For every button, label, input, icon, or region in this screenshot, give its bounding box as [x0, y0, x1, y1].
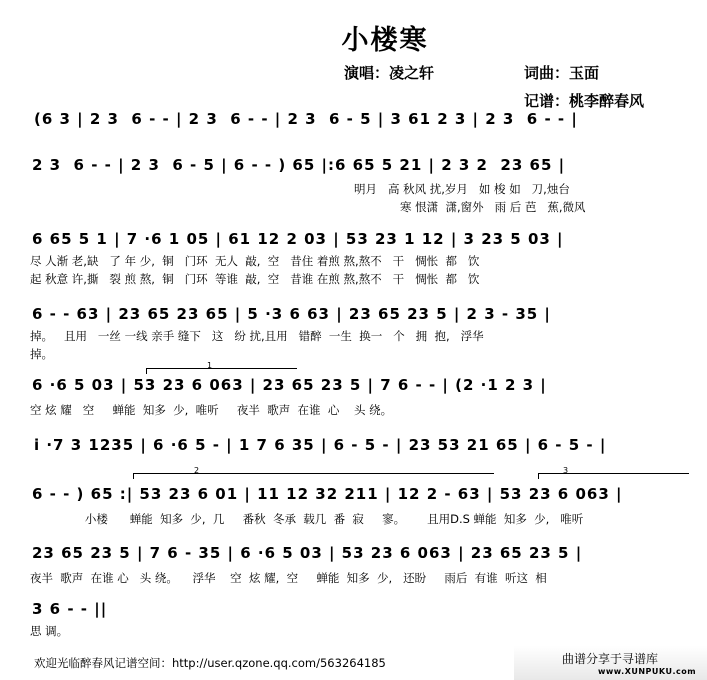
notation-line: 2 3 6 - - | 2 3 6 - 5 | 6 - - ) 65 |:6 65 5 21 | 2 3 2 23 65 | — [32, 156, 566, 174]
notation-line: 6 - - 63 | 23 65 23 65 | 5 ·3 6 63 | 23 65 23 5 | 2 3 - 35 | — [32, 305, 551, 323]
badge-text: 曲谱分享于寻谱库 — [562, 652, 659, 666]
notation-line: (6 3 | 2 3 6 - - | 2 3 6 - - | 2 3 6 - 5 | 3 61 2 3 | 2 3 6 - - | — [34, 110, 578, 128]
notation-line: 3 6 - - || — [32, 600, 108, 618]
volta-2-bracket: 2 — [133, 473, 494, 479]
volta-3-bracket: 3 — [538, 473, 689, 479]
transcriber-credit: 记谱：桃李醉春风 — [524, 92, 645, 110]
lyric-line: 掉。 且用 一丝 一线 亲手 缝下 这 纷 扰,且用 错醉 一生 换一 个 拥 抱, 浮华 — [30, 329, 484, 343]
lyric-line: 明月 高 秋风 扰,岁月 如 梭 如 刀,烛台 — [354, 182, 570, 196]
lyric-line: 尽 人渐 老,缺 了 年 少, 铜 门环 无人 敲, 空 昔住 着煎 熬,熬不 干 惆怅 都 饮 — [30, 254, 480, 268]
singer-credit: 演唱：凌之轩 — [344, 64, 435, 82]
lyric-line: 夜半 歌声 在谁 心 头 绕。 浮华 空 炫 耀, 空 蝉能 知多 少, 还盼 雨后 有谁 听这 相 — [30, 571, 547, 585]
notation-line: i ·7 3 1235 | 6 ·6 5 - | 1 7 6 35 | 6 - 5 - | 23 53 21 65 | 6 - 5 - | — [34, 436, 607, 454]
notation-line: 6 65 5 1 | 7 ·6 1 05 | 61 12 2 03 | 53 23 1 12 | 3 23 5 03 | — [32, 230, 564, 248]
notation-line: 6 - - ) 65 :| 53 23 6 01 | 11 12 32 211 | 12 2 - 63 | 53 23 6 063 | — [32, 485, 623, 503]
lyric-line: 小楼 蝉能 知多 少, 几 番秋 冬承 载几 番 寂 寥。 且用D.S 蝉能 知多 少, 唯听 — [30, 512, 584, 526]
lyric-line: 起 秋意 许,撕 裂 煎 熬, 铜 门环 等谁 敲, 空 昔谁 在煎 熬,熬不 干 惆怅 都 饮 — [30, 272, 480, 286]
lyric-line: 寒 恨潇 潇,窗外 雨 后 芭 蕉,微风 — [400, 200, 586, 214]
volta-1-bracket: 1 — [146, 368, 297, 374]
lyric-line: 思 调。 — [30, 624, 69, 638]
lyric-line: 掉。 — [30, 347, 53, 361]
song-title: 小楼寒 — [341, 25, 429, 56]
badge-url: www.XUNPUKU.com — [598, 667, 697, 676]
footer-credit: 欢迎光临醉春风记谱空间：http://user.qzone.qq.com/563264185 — [34, 656, 386, 670]
notation-line: 6 ·6 5 03 | 53 23 6 063 | 23 65 23 5 | 7 6 - - | (2 ·1 2 3 | — [32, 376, 547, 394]
lyric-line: 空 炫 耀 空 蝉能 知多 少, 唯听 夜半 歌声 在谁 心 头 绕。 — [30, 403, 393, 417]
notation-line: 23 65 23 5 | 7 6 - 35 | 6 ·6 5 03 | 53 23 6 063 | 23 65 23 5 | — [32, 544, 583, 562]
composer-credit: 词曲：玉面 — [524, 64, 600, 82]
watermark-badge — [514, 646, 707, 680]
